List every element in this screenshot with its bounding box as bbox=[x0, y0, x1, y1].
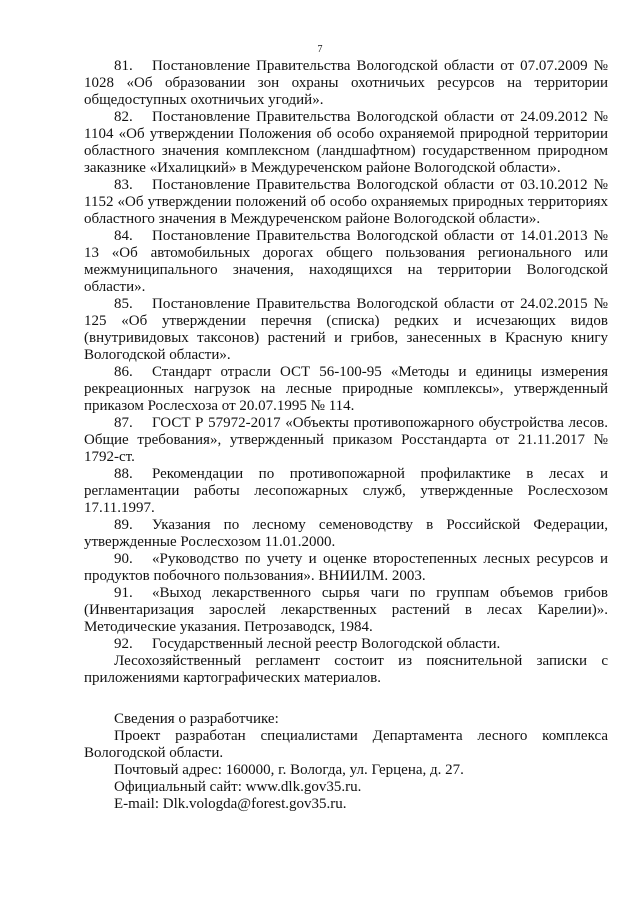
reference-text: Государственный лесной реестр Вологодской области. bbox=[152, 636, 501, 652]
reference-text: Постановление Правительства Вологодской области от 07.07.2009 № 1028 «Об образовании зон охраны охотничьих ресурсов на территории общедоступных охотничьих угодий». bbox=[84, 58, 608, 108]
reference-number: 86. bbox=[114, 364, 133, 380]
reference-item bbox=[84, 296, 608, 364]
reference-number: 88. bbox=[114, 466, 133, 482]
reference-number: 89. bbox=[114, 517, 133, 533]
reference-list bbox=[84, 58, 608, 653]
developer-heading: Сведения о разработчике: bbox=[114, 711, 279, 727]
reference-item bbox=[84, 585, 608, 636]
reference-item bbox=[84, 517, 608, 551]
section-spacer bbox=[84, 687, 608, 711]
reference-text: Рекомендации по противопожарной профилактике в лесах и регламентации работы лесопожарных служб, утвержденные Рослесхозом 17.11.1997. bbox=[84, 466, 608, 516]
reference-text: Указания по лесному семеноводству в Российской Федерации, утвержденные Рослесхозом 11.01.2000. bbox=[84, 517, 608, 550]
developer-info bbox=[84, 711, 608, 813]
reference-text: «Выход лекарственного сырья чаги по группам объемов грибов (Инвентаризация зарослей лекарственных растений в лесах Карелии)». Методические указания. Петрозаводск, 1984. bbox=[84, 585, 608, 635]
reference-number: 91. bbox=[114, 585, 133, 601]
reference-text: ГОСТ Р 57972-2017 «Объекты противопожарного обустройства лесов. Общие требования», утвержденный приказом Росстандарта от 21.11.2017 № 1792-ст. bbox=[84, 415, 608, 465]
page-number: 7 bbox=[317, 44, 323, 55]
developer-email: E-mail: Dlk.vologda@forest.gov35.ru. bbox=[114, 796, 347, 812]
reference-number: 82. bbox=[114, 109, 133, 125]
reference-number: 85. bbox=[114, 296, 133, 312]
reference-number: 90. bbox=[114, 551, 133, 567]
reference-number: 87. bbox=[114, 415, 133, 431]
reference-item bbox=[84, 228, 608, 296]
reference-item bbox=[84, 364, 608, 415]
reference-text: Стандарт отрасли ОСТ 56-100-95 «Методы и единицы измерения рекреационных нагрузок на лесные природные комплексы», утвержденный приказом Рослесхоза от 20.07.1995 № 114. bbox=[84, 364, 608, 414]
reference-text: Постановление Правительства Вологодской области от 14.01.2013 № 13 «Об автомобильных дорогах общего пользования регионального или межмуниципального значения, находящихся на территории Вологодской области». bbox=[84, 228, 608, 295]
reference-item bbox=[84, 466, 608, 517]
reference-number: 81. bbox=[114, 58, 133, 74]
developer-project: Проект разработан специалистами Департамента лесного комплекса Вологодской области. bbox=[84, 728, 608, 761]
reference-text: «Руководство по учету и оценке второстепенных лесных ресурсов и продуктов побочного пользования». ВНИИЛМ. 2003. bbox=[84, 551, 608, 584]
reference-item bbox=[84, 551, 608, 585]
reference-text: Постановление Правительства Вологодской области от 24.09.2012 № 1104 «Об утверждении Положения об особо охраняемой природной территории областного значения комплексном (ландшафтном) государственном природном заказнике «Ихалицкий» в Междуреченском районе Вологодской области». bbox=[84, 109, 608, 176]
developer-website: Официальный сайт: www.dlk.gov35.ru. bbox=[114, 779, 362, 795]
developer-address: Почтовый адрес: 160000, г. Вологда, ул. Герцена, д. 27. bbox=[114, 762, 464, 778]
reference-text: Постановление Правительства Вологодской области от 24.02.2015 № 125 «Об утверждении перечня (списка) редких и исчезающих видов (внутривидовых таксонов) растений и грибов, занесенных в Красную книгу Вологодской области». bbox=[84, 296, 608, 363]
reference-text: Постановление Правительства Вологодской области от 03.10.2012 № 1152 «Об утверждении положений об особо охраняемых природных территориях областного значения в Междуреченском районе Вологодской области». bbox=[84, 177, 608, 227]
reference-item bbox=[84, 109, 608, 177]
reference-number: 92. bbox=[114, 636, 133, 652]
reference-item bbox=[84, 636, 608, 653]
document-body bbox=[84, 58, 608, 813]
reference-number: 83. bbox=[114, 177, 133, 193]
reference-item bbox=[84, 58, 608, 109]
reference-item bbox=[84, 177, 608, 228]
reference-number: 84. bbox=[114, 228, 133, 244]
reference-item bbox=[84, 415, 608, 466]
regulation-note: Лесохозяйственный регламент состоит из пояснительной записки с приложениями картографических материалов. bbox=[84, 653, 608, 686]
